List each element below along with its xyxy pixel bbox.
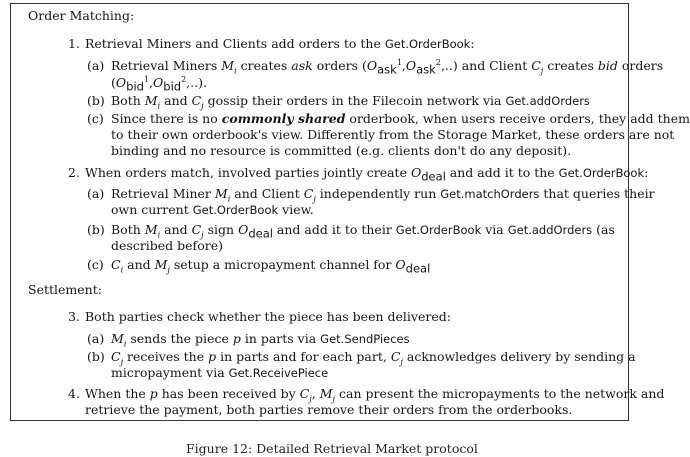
item-3a-text: $M_i$ sends the piece p in parts via Get.SendPieces [111,331,410,349]
subitem-label: (a) [87,58,105,73]
item-2b-line-1: Both $M_i$ and $C_j$ sign $O_{deal}$ and add it to their Get.OrderBook via Get.addOrders (as [111,222,615,241]
item-3b-line-1: $C_j$ receives the p in parts and for each part, $C_j$ acknowledges delivery by sending a [111,349,636,367]
item-4-line-2: retrieve the payment, both parties remove their orders from the orderbooks. [85,402,573,417]
item-number: 4. [68,386,80,401]
item-1c-line-2: to their own orderbook's view. Differently from the Storage Market, these orders are not [111,127,675,142]
item-2a-line-2: own current Get.OrderBook view. [111,202,314,217]
item-2a-line-1: Retrieval Miner $M_i$ and Client $C_j$ independently run Get.matchOrders that queries their [111,186,655,204]
subitem-label: (b) [87,222,105,237]
section-heading-order-matching: Order Matching: [28,8,135,23]
subitem-label: (a) [87,331,105,346]
item-2-text: When orders match, involved parties jointly create $O_{deal}$ and add it to the Get.OrderBook: [85,165,649,184]
figure-caption: Figure 12: Detailed Retrieval Market protocol [186,441,478,456]
item-1a-line-1: Retrieval Miners $M_i$ creates ask orders $(O_{ask}^1,O_{ask}^2,..)$ and Client $C_j$ creates bid orders [111,57,664,77]
subitem-label: (c) [87,257,104,272]
item-3-text: Both parties check whether the piece has been delivered: [85,309,451,324]
item-1b-text: Both $M_i$ and $C_j$ gossip their orders in the Filecoin network via Get.addOrders [111,93,590,111]
item-1c-line-1: Since there is no commonly shared orderbook, when users receive orders, they add them [111,111,690,126]
item-1-text: Retrieval Miners and Clients add orders to the Get.OrderBook: [85,36,475,51]
subitem-label: (a) [87,186,105,201]
subitem-label: (b) [87,349,105,364]
item-1c-line-3: binding and no resource is committed (e.g. clients don't do any deposit). [111,143,572,158]
item-1a-line-2: $(O_{bid}^1,O_{bid}^2,..)$. [111,74,207,94]
item-2b-line-2: described before) [111,238,223,253]
item-number: 2. [68,165,80,180]
subitem-label: (c) [87,111,104,126]
item-number: 1. [68,36,80,51]
item-2c-text: $C_i$ and $M_j$ setup a micropayment channel for $O_{deal}$ [111,257,431,276]
item-number: 3. [68,309,80,324]
subitem-label: (b) [87,93,105,108]
section-heading-settlement: Settlement: [28,282,102,297]
item-3b-line-2: micropayment via Get.ReceivePiece [111,365,329,380]
item-4-line-1: When the p has been received by $C_j$, $M_j$ can present the micropayments to the network and [85,386,665,404]
